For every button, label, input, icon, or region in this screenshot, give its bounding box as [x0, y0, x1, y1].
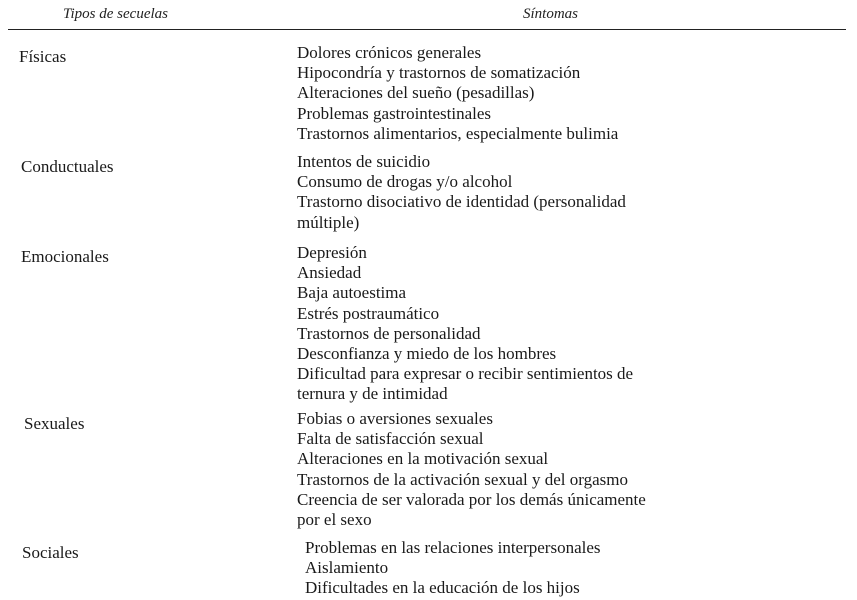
symptom-list-emocionales: [297, 243, 842, 405]
symptom-list-sociales: [305, 538, 850, 599]
symptom-item: Trastornos de la activación sexual y del orgasmo: [297, 469, 628, 489]
symptom-item-continuation: ternura y de intimidad: [297, 384, 448, 404]
symptom-item: Baja autoestima: [297, 283, 407, 303]
symptom-item: Creencia de ser valorada por los demás únicamente: [297, 489, 646, 509]
symptom-item: Depresión: [297, 243, 367, 262]
symptom-item: Desconfianza y miedo de los hombres: [297, 344, 557, 364]
symptom-item: Alteraciones del sueño (pesadillas): [297, 83, 535, 103]
symptom-item: Hipocondría y trastornos de somatización: [297, 63, 581, 83]
symptom-item: Problemas gastrointestinales: [297, 103, 492, 123]
symptom-item-continuation: por el sexo: [297, 510, 372, 530]
symptom-list-sexuales: [297, 409, 842, 530]
symptom-item: Trastorno disociativo de identidad (personalidad: [297, 192, 626, 212]
symptom-item: Ansiedad: [297, 263, 362, 283]
symptom-item: Aislamiento: [305, 558, 389, 578]
header-rule: [8, 29, 846, 30]
symptom-list-conductuales: [297, 152, 842, 233]
column-header-symptoms: Síntomas: [523, 6, 579, 22]
symptom-item: Dificultades en la educación de los hijos: [305, 578, 580, 598]
symptom-item: Dolores crónicos generales: [297, 43, 482, 62]
symptom-item: Falta de satisfacción sexual: [297, 429, 484, 449]
symptom-item: Alteraciones en la motivación sexual: [297, 449, 549, 469]
symptom-item: Trastornos de personalidad: [297, 323, 481, 343]
symptom-list-fisicas: [297, 43, 842, 144]
symptom-item: Intentos de suicidio: [297, 152, 431, 171]
symptom-item: Consumo de drogas y/o alcohol: [297, 172, 513, 192]
symptom-item: Dificultad para expresar o recibir sentimientos de: [297, 364, 634, 384]
category-label: Emocionales: [21, 247, 109, 266]
symptom-item: Problemas en las relaciones interpersonales: [305, 538, 601, 557]
symptom-item-continuation: múltiple): [297, 212, 360, 232]
column-header-types: Tipos de secuelas: [63, 6, 168, 22]
symptom-item: Fobias o aversiones sexuales: [297, 409, 493, 428]
category-label: Físicas: [19, 47, 67, 66]
category-label: Sociales: [22, 543, 79, 562]
symptom-item: Estrés postraumático: [297, 303, 440, 323]
category-label: Sexuales: [24, 414, 85, 433]
symptom-item: Trastornos alimentarios, especialmente bulimia: [297, 123, 619, 143]
category-label: Conductuales: [21, 157, 114, 176]
